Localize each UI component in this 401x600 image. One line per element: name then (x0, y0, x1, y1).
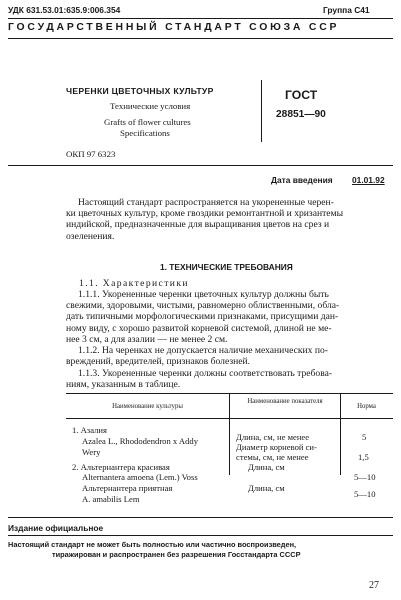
row2-culture-2: Alternantera amoena (Lem.) Voss (82, 472, 198, 482)
row1-culture-1: 1. Азалия (72, 425, 107, 435)
paragraph-1-1-2 (66, 345, 393, 367)
paragraph-1-1-1 (66, 289, 393, 345)
table-col-divider-1 (229, 393, 230, 475)
p111-line-2: свежими, здоровыми, чистыми, равномерно облиственными, обла- (66, 300, 340, 312)
p111-line-4: ному виду, с хорошо развитой корневой системой, длиной не ме- (66, 322, 332, 334)
group-code: Группа С41 (323, 5, 370, 15)
row1-norm-1: 5 (362, 432, 367, 442)
banner-rule (8, 38, 393, 39)
title-ru: ЧЕРЕНКИ ЦВЕТОЧНЫХ КУЛЬТУР (66, 86, 214, 96)
intro-line-4: озеленения. (66, 230, 115, 242)
udc-code: УДК 631.53.01:635.9:006.354 (8, 5, 121, 15)
row2-culture-3: Альтернантера приятная (82, 483, 173, 493)
table-header-indicator: Наименование показателя (247, 398, 323, 405)
p113-line-2: ниям, указанным в таблице. (66, 379, 181, 391)
row1-norm-3: 1,5 (358, 452, 369, 462)
row1-culture-3: Wery (82, 447, 101, 457)
row2-indicator-4: Длина, см (248, 483, 285, 493)
p113-line-1: 1.1.3. Укорененные черенки должны соответствовать требова- (78, 368, 333, 379)
intro-line-1: Настоящий стандарт распространяется на укорененные черен- (78, 197, 334, 208)
header-rule (8, 18, 393, 19)
gost-number: 28851—90 (276, 109, 326, 120)
p111-line-5: нее 3 см, а для азалии — не менее 2 см. (66, 333, 228, 345)
gost-label: ГОСТ (285, 88, 318, 102)
row2-norm-4: 5—10 (354, 489, 376, 499)
p111-line-1: 1.1.1. Укорененные черенки цветочных культур должны быть (78, 289, 329, 300)
copyright-line-2: тиражирован и распространен без разрешения Госстандарта СССР (52, 550, 301, 559)
row1-culture-2: Azalea L., Rhododendron x Addy (82, 436, 198, 446)
section-heading: 1. ТЕХНИЧЕСКИЕ ТРЕБОВАНИЯ (160, 262, 293, 272)
row2-culture-1: 2. Альтернантера красивая (72, 462, 170, 472)
intro-paragraph (66, 197, 393, 242)
page-number: 27 (369, 580, 379, 591)
intro-line-3: индийской, предназначенные для выращивания цветов на срез и (66, 219, 330, 231)
title-divider (261, 80, 262, 142)
date-intro-value: 01.01.92 (352, 175, 385, 185)
table-header-norm: Норма (357, 403, 376, 410)
subtitle-ru: Технические условия (110, 101, 191, 111)
official-edition: Издание официальное (8, 523, 104, 533)
subsection-heading: 1.1. Характеристики (79, 278, 189, 289)
row2-norm-1: 5—10 (354, 472, 376, 482)
row1-indicator-3: стемы, см, не менее (236, 452, 309, 462)
row2-culture-4: A. amabilis Lem (82, 494, 140, 504)
copyright-line-1: Настоящий стандарт не может быть полностью или частично воспроизведен, (8, 540, 297, 549)
title-en: Grafts of flower cultures (104, 117, 191, 127)
p112-line-2: вреждений, вредителей, признаков болезней. (66, 356, 251, 368)
intro-line-2: ки цветочных культур, кроме гвоздики ремонтантной и хризантемы (66, 208, 344, 220)
table-header-culture: Наименование культуры (112, 403, 183, 410)
date-intro-label: Дата введения (271, 175, 333, 185)
p112-line-1: 1.1.2. На черенках не допускается наличие механических по- (78, 345, 328, 356)
standard-banner: ГОСУДАРСТВЕННЫЙ СТАНДАРТ СОЮЗА ССР (8, 22, 340, 33)
footer-rule (8, 517, 393, 518)
official-rule (8, 535, 393, 536)
row1-indicator-1: Длина, см, не менее (236, 432, 310, 442)
row2-indicator-1: Длина, см (248, 462, 285, 472)
subtitle-en: Specifications (120, 128, 170, 138)
row1-indicator-2: Диаметр корневой си- (236, 442, 317, 452)
okp-code: ОКП 97 6323 (66, 149, 116, 159)
okp-rule (8, 165, 393, 166)
p111-line-3: дать типичными морфологическими признаками, присущими дан- (66, 311, 339, 323)
paragraph-1-1-3 (66, 368, 393, 390)
